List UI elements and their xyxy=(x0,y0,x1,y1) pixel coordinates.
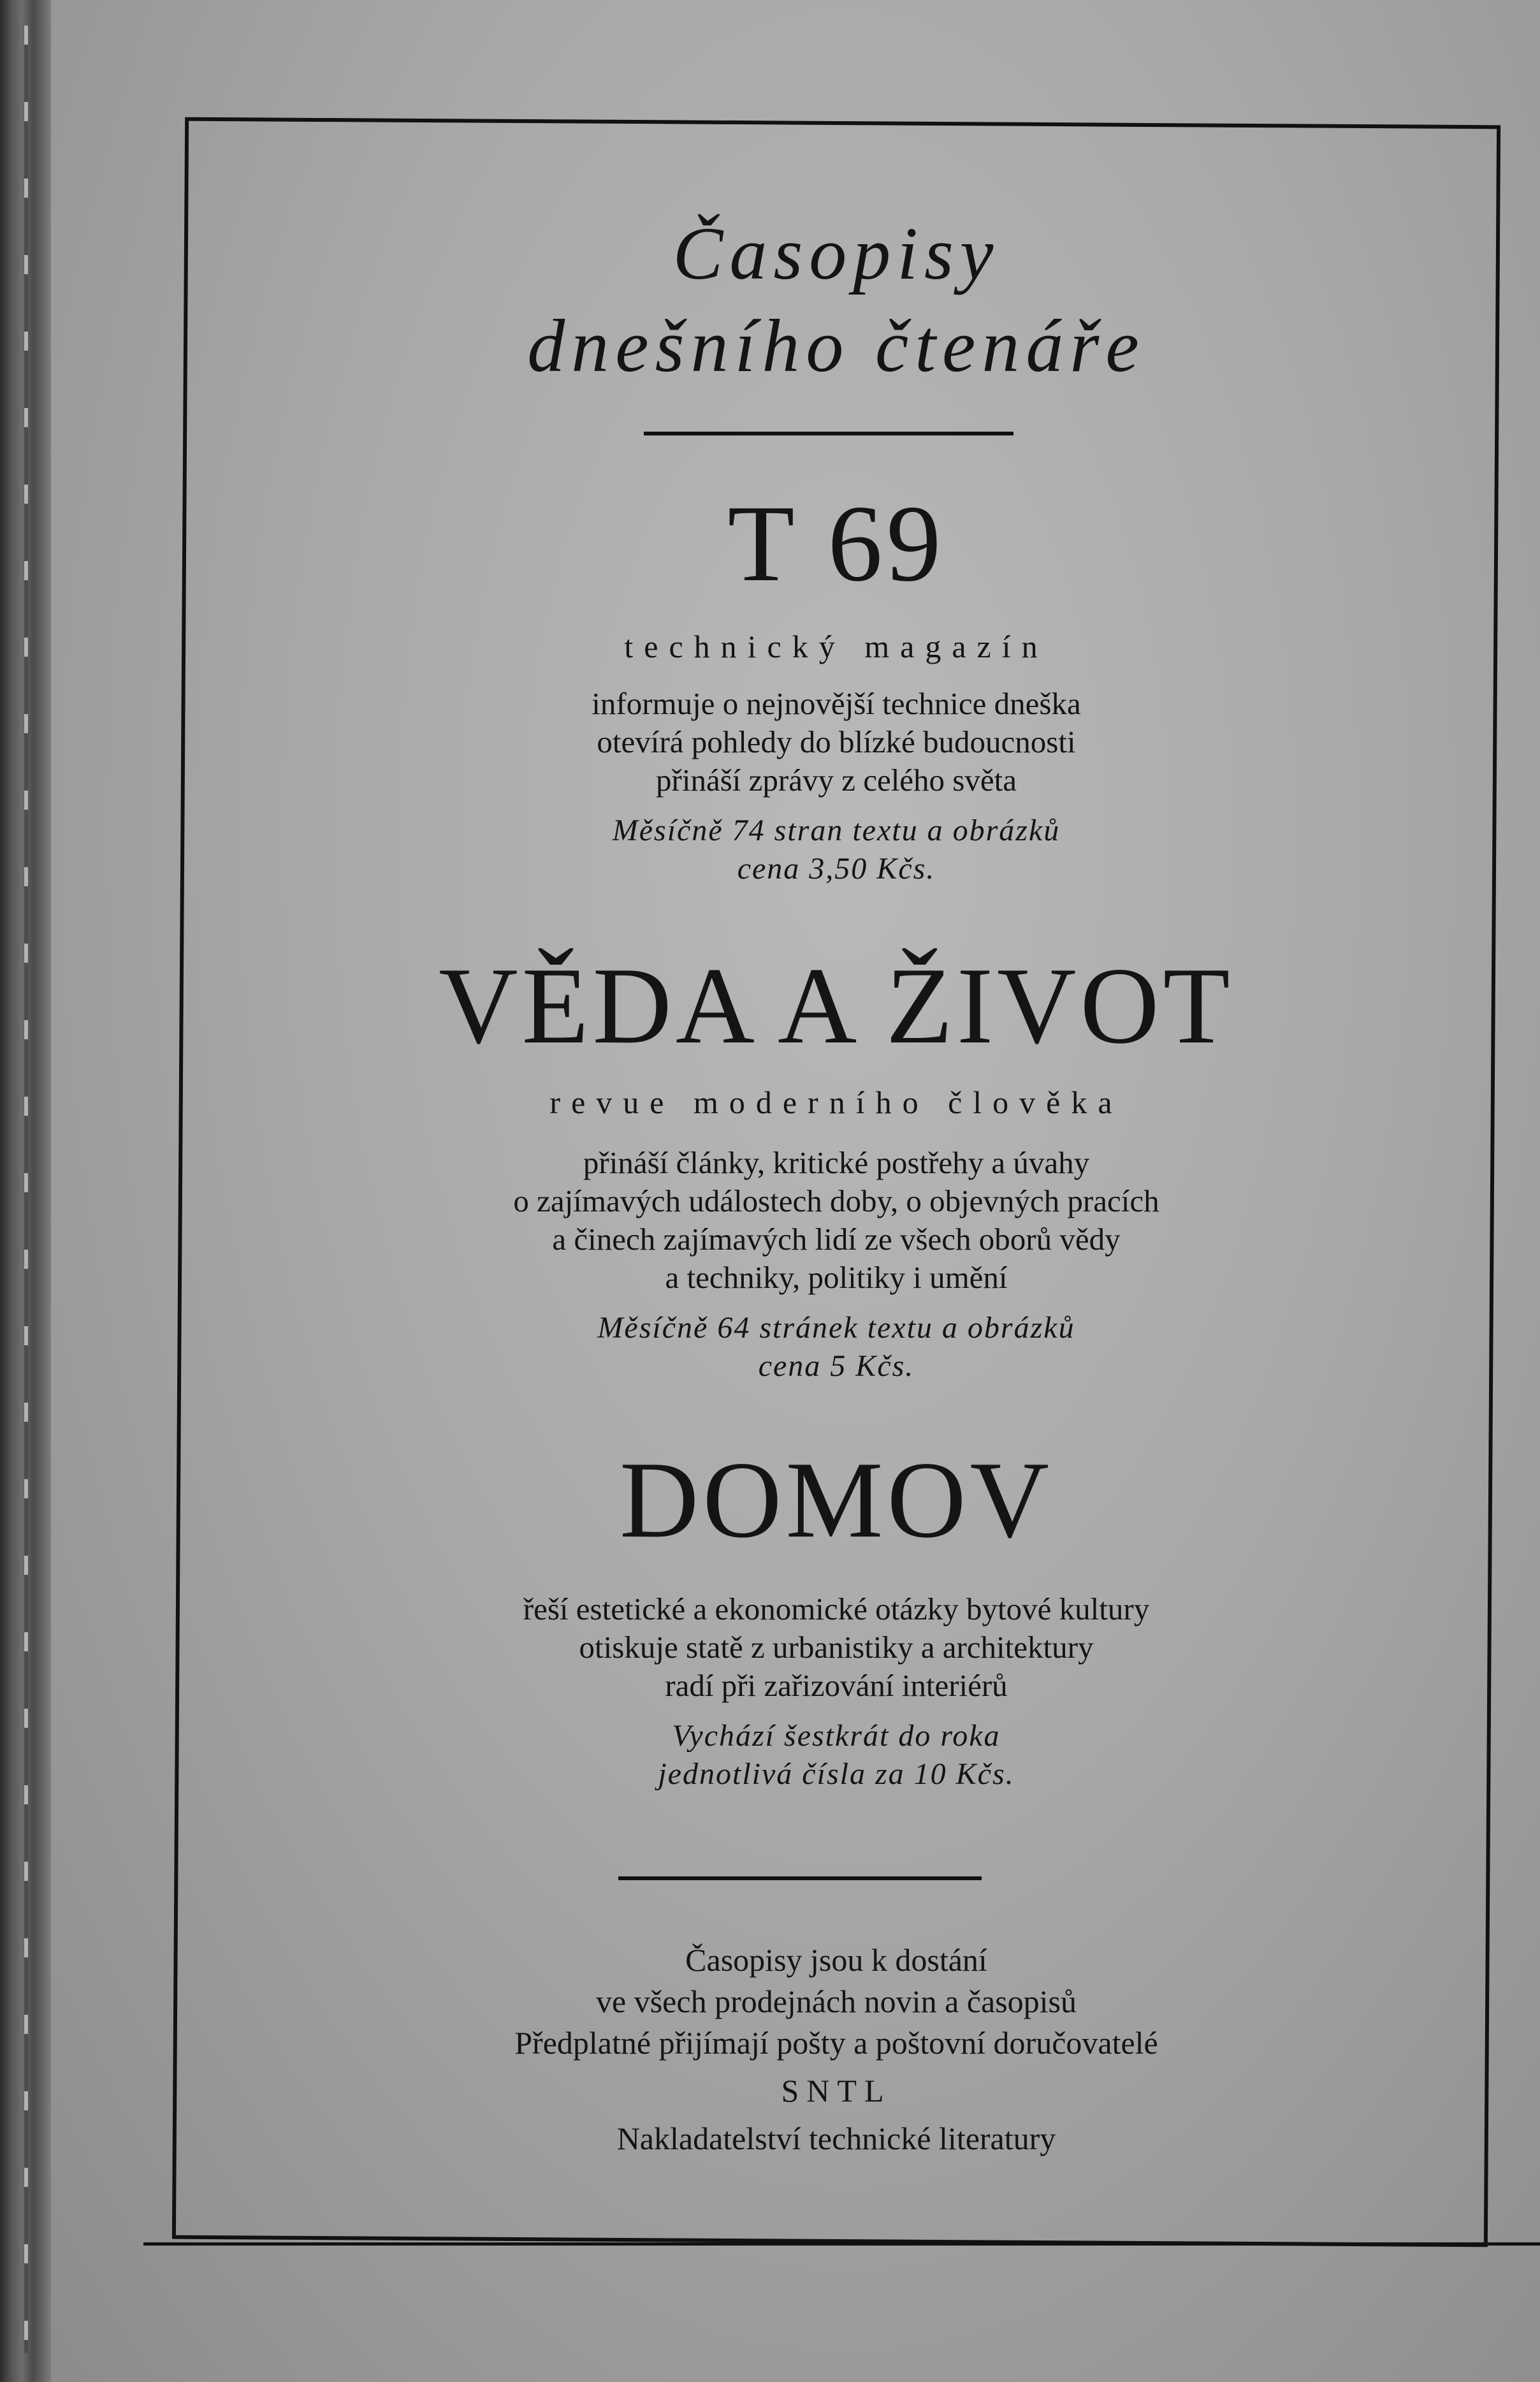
veda-line-4: a techniky, politiky i umění xyxy=(665,1260,1008,1295)
t69-subtitle: technický magazín xyxy=(624,629,1049,664)
domov-line-2: otiskuje statě z urbanistiky a architektury xyxy=(579,1630,1094,1665)
veda-line-2: o zajímavých událostech doby, o objevných pracích xyxy=(513,1183,1159,1218)
domov-info-2: jednotlivá čísla za 10 Kčs. xyxy=(658,1757,1015,1791)
veda-info-1: Měsíčně 64 stránek textu a obrázků xyxy=(597,1311,1075,1345)
footer-line-2: ve všech prodejnách novin a časopisů xyxy=(596,1984,1077,2019)
header-line-2: dnešního čtenáře xyxy=(527,304,1145,388)
t69-info-1: Měsíčně 74 stran textu a obrázků xyxy=(612,814,1061,847)
t69-info-2: cena 3,50 Kčs. xyxy=(737,852,936,886)
t69-line-1: informuje o nejnovější technice dneška xyxy=(592,686,1081,721)
publisher-full: Nakladatelství technické literatury xyxy=(616,2121,1056,2156)
advertisement-content xyxy=(178,121,1494,2243)
veda-info-2: cena 5 Kčs. xyxy=(758,1349,915,1383)
t69-title: T 69 xyxy=(727,483,945,604)
domov-info-1: Vychází šestkrát do roka xyxy=(672,1719,1001,1753)
footer-divider xyxy=(618,1876,982,1880)
domov-line-1: řeší estetické a ekonomické otázky bytové kultury xyxy=(523,1591,1150,1626)
domov-title: DOMOV xyxy=(620,1440,1053,1561)
veda-line-3: a činech zajímavých lidí ze všech oborů vědy xyxy=(552,1222,1121,1257)
header-divider xyxy=(644,432,1013,435)
footer-line-1: Časopisy jsou k dostání xyxy=(685,1942,987,1978)
t69-line-3: přináší zprávy z celého světa xyxy=(656,763,1017,798)
binding-thread xyxy=(24,26,28,2353)
t69-line-2: otevírá pohledy do blízké budoucnosti xyxy=(597,724,1076,759)
header-line-1: Časopisy xyxy=(672,212,1000,295)
veda-line-1: přináší články, kritické postřehy a úvahy xyxy=(583,1145,1090,1180)
book-binding xyxy=(0,0,51,2382)
veda-subtitle: revue moderního člověka xyxy=(549,1085,1123,1120)
footer-line-3: Předplatné přijímají pošty a poštovní doručovatelé xyxy=(514,2025,1158,2061)
publisher-short: SNTL xyxy=(781,2073,892,2108)
domov-line-3: radí při zařizování interiérů xyxy=(665,1668,1008,1703)
veda-title: VĚDA A ŽIVOT xyxy=(439,946,1234,1067)
